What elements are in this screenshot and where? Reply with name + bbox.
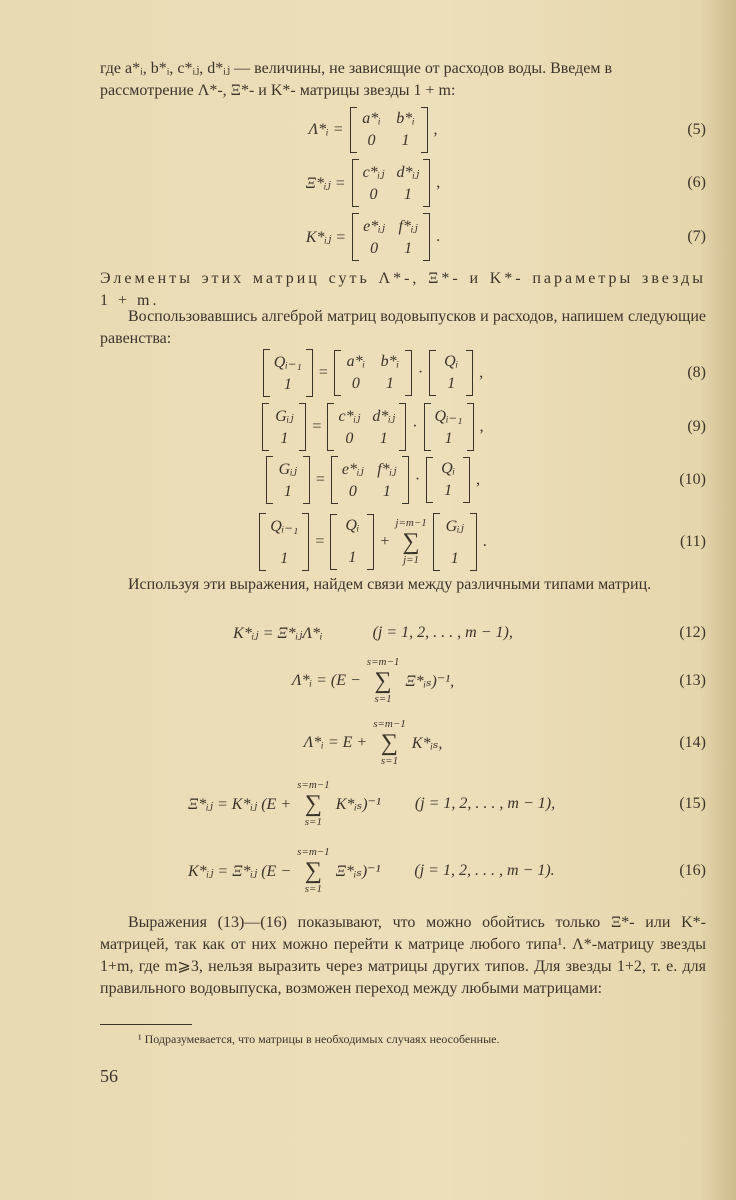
equation-13 (100, 650, 706, 712)
matrix-cell: 1 (403, 186, 412, 203)
eq8-matrix-a (263, 349, 313, 397)
matrix-cell: e*ᵢⱼ (363, 218, 386, 235)
matrix-cell: c*ᵢⱼ (362, 164, 385, 181)
sigma-symbol: ∑ (380, 730, 399, 756)
sum-lower-limit: s=1 (304, 883, 322, 895)
equation-6 (100, 158, 706, 208)
matrix-cell: 0 (369, 186, 378, 203)
equation-11 (100, 512, 706, 572)
eq6-tail: , (436, 174, 441, 191)
eq15-post: K*ᵢₛ)⁻¹ (335, 796, 381, 813)
eq10-matrix-b (331, 456, 409, 504)
matrix-cell: 1 (404, 240, 413, 257)
page-number: 56 (100, 1066, 118, 1086)
footnote: ¹ Подразумевается, что матрицы в необходимых случаях неособенные. (138, 1032, 500, 1046)
intro-text (100, 58, 706, 102)
eq14-sum (373, 719, 406, 767)
matrix-cell: 0 (345, 430, 354, 447)
eq9-number: (9) (687, 418, 706, 435)
matrix-cell: f*ᵢⱼ (377, 461, 397, 478)
matrix-cell: 1 (447, 375, 456, 392)
eq12-condition: (j = 1, 2, . . . , m − 1), (372, 624, 513, 641)
equation-16 (100, 840, 706, 902)
eq15-sum (297, 780, 330, 828)
matrix-cell: Gᵢⱼ (275, 408, 294, 425)
matrix-cell: Qᵢ (444, 353, 459, 370)
sum-lower-limit: s=1 (304, 816, 322, 828)
matrix-cell: 0 (367, 132, 376, 149)
eq8-op1: = (318, 364, 328, 381)
matrix-cell: a*ᵢ (346, 353, 366, 370)
eq10-matrix-c (426, 457, 470, 503)
matrix-cell: 1 (348, 549, 357, 566)
matrix-cell: 1 (280, 430, 289, 447)
eq10-op1: = (315, 471, 325, 488)
matrix-cell: b*ᵢ (396, 110, 415, 127)
equation-5 (100, 105, 706, 155)
sum-lower-limit: j=1 (403, 554, 420, 566)
matrix-cell: Qᵢ₋₁ (270, 518, 299, 535)
eq11-tail: . (482, 533, 487, 550)
eq13-sum (367, 657, 400, 705)
eq14-post: K*ᵢₛ, (411, 735, 443, 752)
paragraph-3: Используя эти выражения, найдем связи между различными типами матриц. (128, 576, 652, 593)
matrix-cell: 1 (444, 430, 453, 447)
eq9-tail: , (479, 418, 484, 435)
matrix-cell: d*ᵢⱼ (396, 164, 420, 181)
paragraph-2: Воспользовавшись алгеброй матриц водовыпусков и расходов, напишем следующие равенства: (100, 308, 706, 347)
eq9-matrix-c (424, 403, 474, 451)
matrix-cell: Gᵢⱼ (278, 461, 297, 478)
eq9-op2: · (412, 418, 418, 435)
eq10-number: (10) (679, 471, 706, 488)
eq16-sum (297, 847, 330, 895)
sigma-symbol: ∑ (304, 858, 322, 884)
paragraph-1: Элементы этих матриц суть Λ*-, Ξ*- и K*- параметры звезды 1 + m. (100, 270, 706, 309)
matrix-cell: 0 (370, 240, 379, 257)
eq11-matrix-c (433, 513, 477, 571)
equation-9 (100, 402, 706, 452)
paragraph-4: Выражения (13)—(16) показывают, что можно обойтись только Ξ*- или K*-матрицей, так как от них можно перейти к матрице любого типа¹. Λ*-матрицу звезды 1+m, где m⩾3, нельзя выразить через матрицы других типов. Для звезды 1+2, т. е. для правильного водовыпуска, возможен переход между любыми матрицами: (100, 914, 706, 997)
matrix-cell: Gᵢⱼ (445, 518, 464, 535)
matrix-cell: 1 (382, 483, 391, 500)
eq13-post: Ξ*ᵢₛ)⁻¹, (405, 673, 455, 690)
eq9-matrix-b (327, 403, 406, 451)
eq9-matrix-a (262, 403, 306, 451)
matrix-cell: 1 (283, 483, 292, 500)
eq13-pre: Λ*ᵢ = (E − (291, 672, 361, 689)
matrix-cell: 1 (385, 375, 394, 392)
eq10-op2: · (414, 471, 421, 488)
sigma-symbol: ∑ (374, 668, 392, 694)
matrix-cell: f*ᵢⱼ (398, 218, 418, 235)
matrix-cell: Qᵢ (441, 460, 456, 477)
eq14-number: (14) (679, 734, 706, 751)
eq6-lhs: Ξ*ᵢⱼ = (305, 175, 346, 192)
eq14-pre: Λ*ᵢ = E + (303, 734, 368, 751)
eq9-op1: = (312, 418, 322, 435)
footnote-divider (100, 1024, 192, 1025)
eq5-tail: , (433, 121, 438, 138)
eq13-number: (13) (679, 672, 706, 689)
eq15-pre: Ξ*ᵢⱼ = K*ᵢⱼ (E + (188, 796, 292, 813)
eq8-number: (8) (687, 364, 706, 381)
eq5-matrix (350, 107, 428, 153)
matrix-cell: 0 (351, 375, 360, 392)
eq8-op2: · (417, 364, 424, 381)
eq6-matrix (352, 159, 431, 207)
matrix-cell: 1 (401, 132, 410, 149)
eq11-op2: + (380, 533, 390, 550)
intro-line-1: где a*ᵢ, b*ᵢ, c*ᵢⱼ, d*ᵢⱼ — величины, не зависящие от расходов воды. Введем в (100, 60, 613, 77)
matrix-cell: Qᵢ (345, 517, 360, 534)
matrix-cell: e*ᵢⱼ (341, 461, 364, 478)
matrix-cell: 1 (450, 550, 459, 567)
matrix-cell: d*ᵢⱼ (372, 408, 396, 425)
matrix-cell: 1 (283, 376, 292, 393)
eq10-matrix-a (266, 456, 310, 504)
eq16-number: (16) (679, 862, 706, 879)
sum-upper-limit: s=m−1 (297, 779, 330, 791)
matrix-cell: 0 (348, 483, 357, 500)
equation-7 (100, 212, 706, 262)
sum-lower-limit: s=1 (374, 693, 392, 705)
eq7-lhs: K*ᵢⱼ = (305, 229, 347, 246)
equation-15 (100, 773, 706, 835)
sum-upper-limit: s=m−1 (366, 656, 400, 668)
sum-upper-limit: s=m−1 (297, 846, 330, 858)
eq7-number: (7) (687, 228, 706, 245)
matrix-cell: c*ᵢⱼ (338, 408, 361, 425)
matrix-cell: 1 (444, 482, 453, 499)
eq6-number: (6) (687, 174, 706, 191)
intro-line-2: рассмотрение Λ*-, Ξ*- и K*- матрицы звезды 1 + m: (100, 82, 456, 99)
eq11-matrix-b (330, 514, 374, 570)
eq11-matrix-a (259, 513, 309, 571)
matrix-cell: 1 (280, 550, 289, 567)
eq8-matrix-b (334, 350, 412, 396)
eq11-op1: = (315, 533, 325, 550)
eq7-tail: . (436, 228, 441, 245)
equation-14 (100, 712, 706, 774)
equation-8 (100, 348, 706, 398)
matrix-cell: b*ᵢ (380, 353, 400, 370)
eq16-condition: (j = 1, 2, . . . , m − 1). (414, 862, 555, 879)
sum-upper-limit: j=m−1 (395, 517, 427, 529)
eq10-tail: , (476, 471, 481, 488)
sum-upper-limit: s=m−1 (373, 718, 406, 730)
matrix-cell: 1 (379, 430, 388, 447)
matrix-cell: Qᵢ₋₁ (273, 354, 302, 371)
sigma-symbol: ∑ (304, 791, 322, 817)
eq11-number: (11) (679, 533, 706, 550)
eq7-matrix (352, 213, 430, 261)
sum-lower-limit: s=1 (380, 755, 399, 767)
eq5-number: (5) (687, 121, 706, 138)
eq8-matrix-c (429, 350, 473, 396)
eq15-number: (15) (679, 795, 706, 812)
eq11-sum (395, 518, 426, 566)
matrix-cell: Qᵢ₋₁ (434, 408, 463, 425)
sigma-symbol: ∑ (402, 529, 420, 555)
eq8-tail: , (479, 364, 484, 381)
eq16-pre: K*ᵢⱼ = Ξ*ᵢⱼ (E − (188, 863, 292, 880)
matrix-cell: a*ᵢ (362, 110, 381, 127)
eq15-condition: (j = 1, 2, . . . , m − 1), (414, 795, 556, 812)
equation-10 (100, 455, 706, 505)
eq5-lhs: Λ*ᵢ = (308, 121, 344, 138)
eq12-expr: K*ᵢⱼ = Ξ*ᵢⱼΛ*ᵢ (233, 625, 323, 642)
eq16-post: Ξ*ᵢₛ)⁻¹ (335, 863, 381, 880)
eq12-number: (12) (679, 624, 706, 641)
